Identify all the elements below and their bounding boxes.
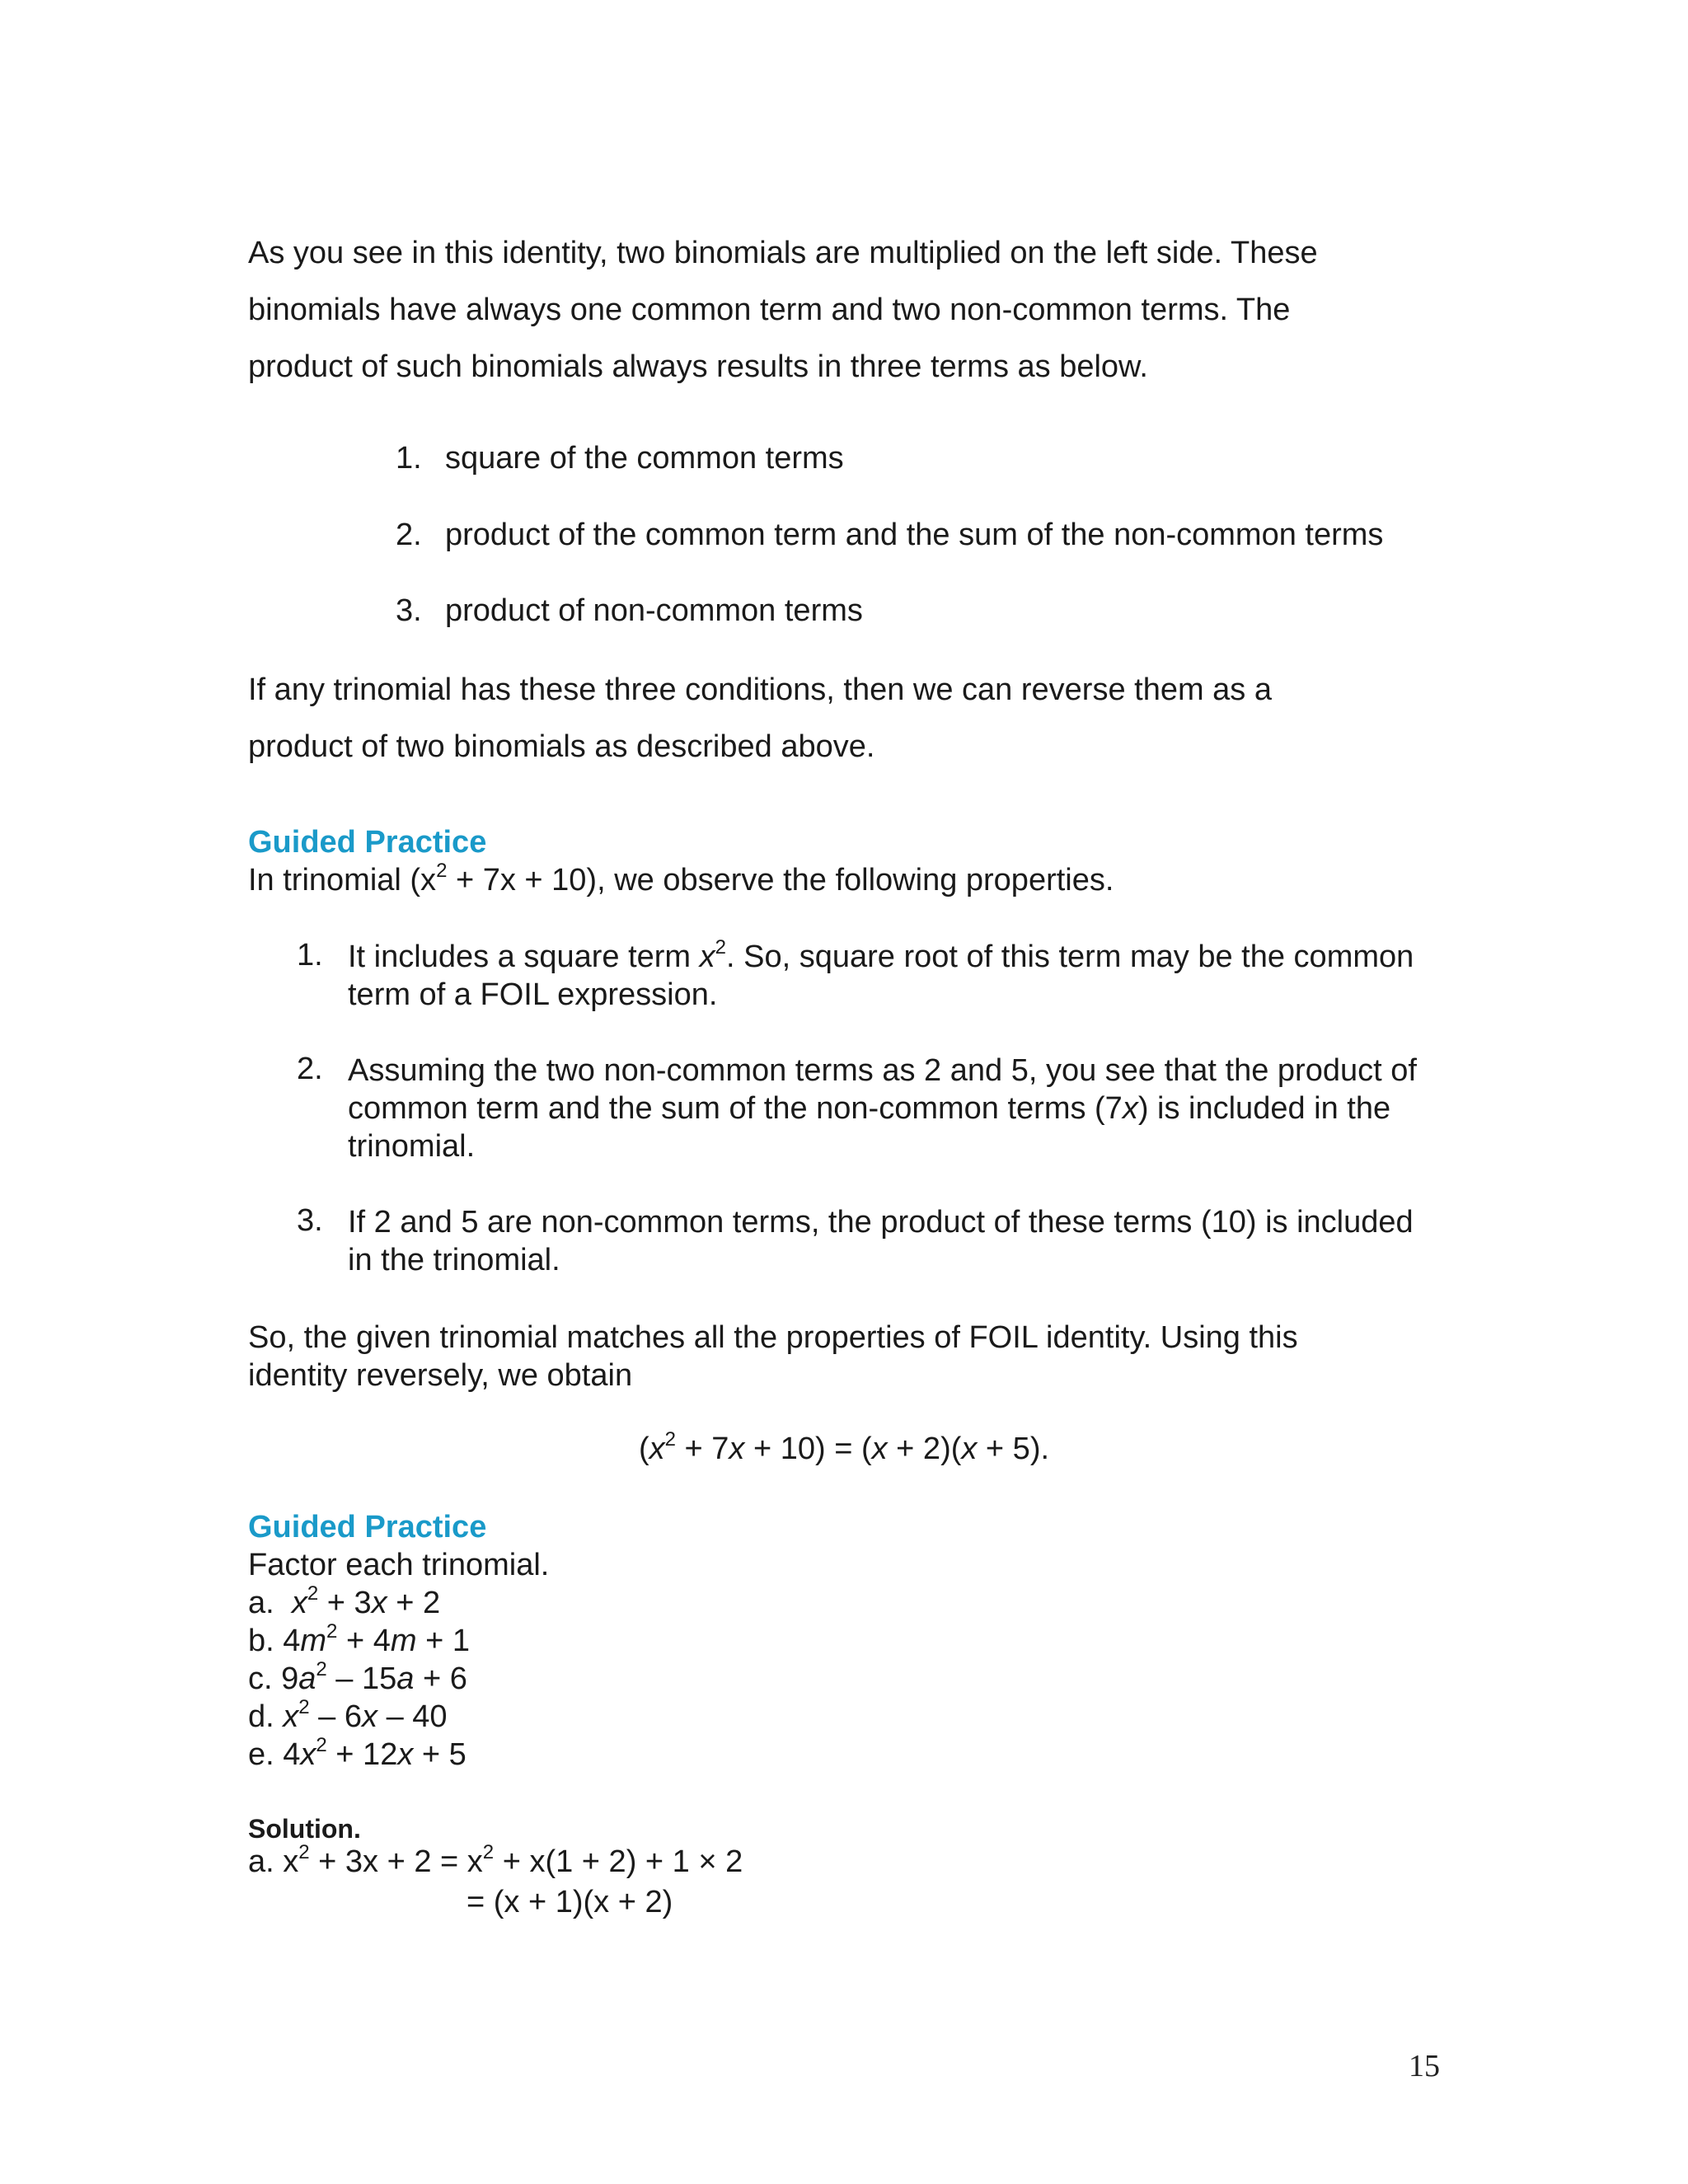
list-number: 1. [297, 938, 323, 972]
exercise-a: a. $x^2 + 3x + 2$ [248, 1582, 441, 1620]
reverse-note-line-1: If any trinomial has these three conditions, then we can reverse them as a [248, 673, 1272, 707]
reverse-note-paragraph [248, 662, 1451, 776]
factored-equation: $(x^2 + 7x + 10) = (x + 2)(x + 5)$. [638, 1428, 1050, 1466]
conclusion-text: So, the given trinomial matches all the properties of FOIL identity. Using this identity reversely, we obtain [248, 1320, 1298, 1393]
conclusion-paragraph [248, 1319, 1394, 1394]
guided-practice-1 [248, 823, 1451, 899]
exercise-e: e. $4x^2 + 12x + 5$ [248, 1734, 467, 1772]
page-number: 15 [1409, 2049, 1440, 2083]
terms-list-item [396, 518, 1383, 553]
section-heading: Guided Practice [248, 1510, 487, 1544]
list-number: 3. [297, 1203, 323, 1238]
exercise-b: b. $4m^2 + 4m + 1$ [248, 1620, 470, 1658]
exercise-d: d. $x^2 - 6x - 40$ [248, 1696, 448, 1734]
list-number: 2. [396, 518, 422, 552]
terms-list-item [396, 593, 863, 629]
list-number: 2. [297, 1052, 323, 1086]
solution-line-2: = (x + 1)(x + 2) [467, 1885, 673, 1919]
list-number: 1. [396, 441, 422, 476]
solution-line-1: a. $x^2 + 3x + 2 = x^2 + x(1 + 2) + 1 \times 2$ [248, 1841, 743, 1879]
list-text: product of non-common terms [445, 593, 863, 628]
section-heading: Guided Practice [248, 825, 487, 860]
exercise-prompt: Factor each trinomial. [248, 1548, 550, 1582]
list-text: square of the common terms [445, 441, 844, 476]
list-text: If 2 and 5 are non-common terms, the product of these terms (10) is included in the trinomial. [348, 1205, 1414, 1277]
list-text: Assuming the two non-common terms as 2 and 5, you see that the product of common term and the sum of the non-common terms (7x) is included in the trinomial. [348, 1053, 1417, 1164]
terms-list-item [396, 441, 844, 476]
guided-practice-2 [248, 1508, 549, 1774]
intro-line-3: product of such binomials always results in three terms as below. [248, 349, 1148, 384]
list-text: It includes a square term $x^2$. So, square root of this term may be the common term of a FOIL expression. [348, 936, 1414, 1012]
reverse-note-line-2: product of two binomials as described above. [248, 729, 875, 764]
intro-line-1: As you see in this identity, two binomials are multiplied on the left side. These [248, 236, 1318, 270]
list-number: 3. [396, 593, 422, 628]
list-text: product of the common term and the sum of the non-common terms [445, 518, 1384, 552]
exercise-c: c. $9a^2 - 15a + 6$ [248, 1658, 467, 1696]
intro-paragraph [248, 225, 1451, 396]
solution-label: Solution. [248, 1814, 361, 1844]
guided-intro: In trinomial $(x^2 + 7x + 10)$, we observe the following properties. [248, 860, 1114, 898]
intro-line-2: binomials have always one common term and two non-common terms. The [248, 293, 1291, 327]
